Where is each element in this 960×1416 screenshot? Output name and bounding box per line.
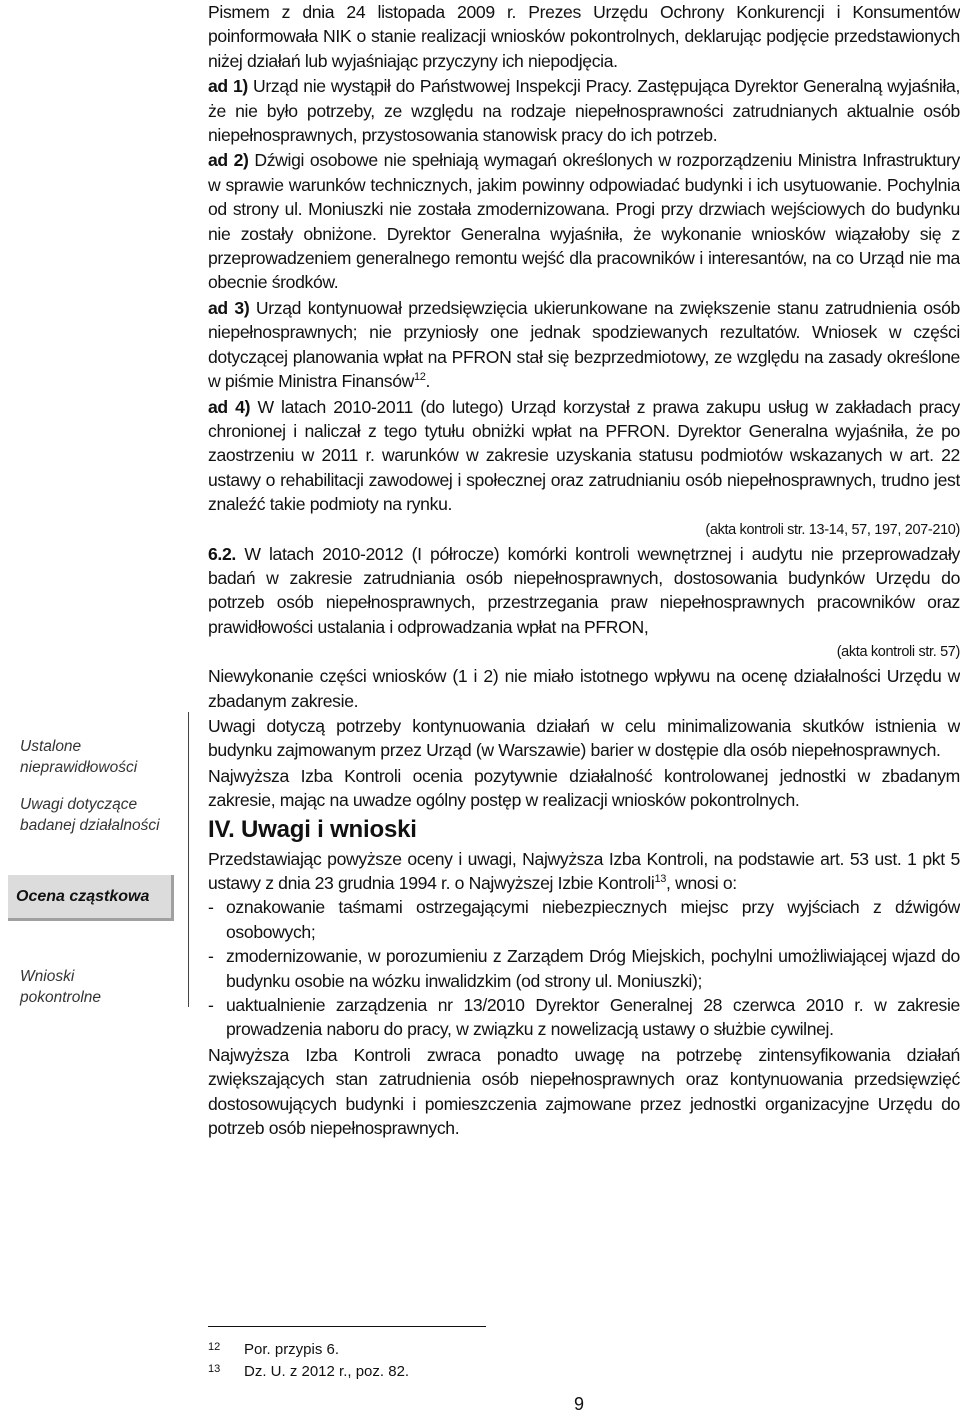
footnote-number: 12	[208, 1341, 221, 1353]
sidebar-item-label: Wnioski	[20, 968, 75, 985]
sidebar-item-label: pokontrolne	[20, 989, 102, 1006]
recommendation-list	[208, 895, 960, 1041]
przedstawiajac-text: Przedstawiając powyższe oceny i uwagi, Najwyższa Izba Kontroli, na podstawie art. 53 ust. 1 pkt 5 ustawy z dnia 23 grudnia 1994 r. o Najwyższej Izbie Kontroli	[208, 848, 960, 893]
paragraph-ad4	[208, 395, 960, 517]
sidebar-item-wnioski	[20, 966, 101, 1008]
ad4-label: ad 4)	[208, 396, 251, 417]
footnote-number: 13	[208, 1363, 221, 1375]
list-item: - oznakowanie taśmami ostrzegającymi niebezpiecznych miejsc przy wyjściach z dźwigów osobowych;	[208, 895, 960, 944]
footnote-text: Por. przypis 6.	[244, 1341, 340, 1358]
source-reference-1: (akta kontroli str. 13-14, 57, 197, 207-210)	[705, 521, 960, 538]
sidebar-divider	[188, 712, 189, 1007]
sidebar-item-uwagi	[20, 794, 160, 836]
paragraph-niewykonanie: Niewykonanie części wniosków (1 i 2) nie miało istotnego wpływu na ocenę działalności Urzędu w zbadanym zakresie.	[208, 666, 960, 711]
section-6-2-text: W latach 2010-2012 (I półrocze) komórki kontroli wewnętrznej i audytu nie przeprowadzały badań w zakresie zatrudniania osób niepełnosprawnych, dostosowania budynków Urzędu do potrzeb osób niepełnosprawnych, przestrzegania praw niepełnosprawnych pracowników oraz prawidłowości ustalania i odprowadzania wpłat na PFRON,	[208, 543, 960, 637]
paragraph-intro: Pismem z dnia 24 listopada 2009 r. Prezes Urzędu Ochrony Konkurencji i Konsumentów poinformowała NIK o stanie realizacji wniosków pokontrolnych, deklarując podjęcie przedstawionych niżej działań lub wyjaśniając przyczyny ich niepodjęcia.	[208, 2, 960, 71]
page-number: 9	[574, 1394, 585, 1414]
paragraph-ocena: Najwyższa Izba Kontroli ocenia pozytywnie działalność kontrolowanej jednostki w zbadanym zakresie, mając na uwadze ogólny postęp w realizacji wniosków pokontrolnych.	[208, 765, 960, 811]
section-heading: IV. Uwagi i wnioski	[208, 815, 417, 843]
paragraph-ad3	[208, 296, 960, 394]
ad1-text: Urząd nie wystąpił do Państwowej Inspekcji Pracy. Zastępująca Dyrektor Generalną wyjaśniła, że nie było potrzeby, ze względu na rodzaje niepełnosprawności zatrudnianych aktualnie osób niepełnosprawnych, przystosowania stanowisk pracy do ich potrzeb.	[208, 76, 960, 146]
ad4-text: W latach 2010-2011 (do lutego) Urząd korzystał z prawa zakupu usług w zakładach pracy chronionej i naliczał z tego tytułu obniżki wpłat na PFRON. Dyrektor Generalna wyjaśniła, że po zaostrzeniu w 2011 r. warunków w zakresie uzyskania statusu podmiotów wskazanych w art. 22 ustawy o rehabilitacji zawodowej i społecznej oraz zatrudnianiu osób niepełnosprawnych, trudno jest znaleźć takie podmioty na rynku.	[208, 396, 960, 515]
footnote-divider	[208, 1326, 486, 1327]
sidebar-item-label: badanej działalności	[20, 817, 160, 834]
paragraph-6-2	[208, 542, 960, 640]
sidebar-item-label: Ocena cząstkowa	[16, 887, 150, 905]
list-item: - zmodernizowanie, w porozumieniu z Zarządem Dróg Miejskich, pochylni umożliwiającej wjazd do budynku osobie na wózku inwalidzkim (od strony ul. Moniuszki);	[208, 944, 960, 993]
ad2-text: Dźwigi osobowe nie spełniają wymagań określonych w rozporządzeniu Ministra Infrastruktury w sprawie warunków technicznych, jakim powinny odpowiadać budynki i ich usytuowanie. Pochylnia od strony ul. Moniuszki nie została zmodernizowana. Progi przy drzwiach wejściowych do budynku nie zostały obniżone. Dyrektor Generalna wyjaśniła, że wykonanie wniosków wiązałoby się z przeprowadzeniem generalnego remontu wejść dla pracowników i interesantów, na co Urząd nie ma obecnie środków.	[208, 150, 960, 293]
sidebar-item-label: nieprawidłowości	[20, 759, 138, 776]
ad3-text: Urząd kontynuował przedsięwzięcia ukierunkowane na zwiększenie stanu zatrudnienia osób niepełnosprawnych; nie przyniosły one jednak spodziewanych rezultatów. Wniosek w części dotyczącej planowania wpłat na PFRON stał się bezprzedmiotowy, ze względu na zasady określone w piśmie Ministra Finansów	[208, 297, 960, 392]
sidebar-item-label: Uwagi dotyczące	[20, 796, 138, 813]
przedstawiajac-end: , wnosi o:	[666, 873, 737, 893]
paragraph-ad1	[208, 74, 960, 147]
footnote-12	[208, 1340, 339, 1360]
sidebar-item-ocena-active	[8, 875, 174, 921]
paragraph-uwagi: Uwagi dotyczą potrzeby kontynuowania działań w celu minimalizowania skutków istnienia w budynku zajmowanym przez Urząd (w Warszawie) barier w dostępie dla osób niepełnosprawnych.	[208, 715, 960, 761]
paragraph-final: Najwyższa Izba Kontroli zwraca ponadto uwagę na potrzebę zintensyfikowania działań zwiększających stan zatrudnienia osób niepełnosprawnych oraz kontynuowania przedsięwzięć dostosowujących budynki i pomieszczenia zajmowane przez jednostki organizacyjne Urzędu do potrzeb osób niepełnosprawnych.	[208, 1044, 960, 1139]
paragraph-przedstawiajac	[208, 847, 960, 896]
footnote-ref-13: 13	[654, 873, 667, 886]
ad3-label: ad 3)	[208, 297, 250, 318]
ad1-label: ad 1)	[208, 76, 248, 97]
section-6-2-label: 6.2.	[208, 543, 236, 564]
footnote-text: Dz. U. z 2012 r., poz. 82.	[244, 1363, 410, 1380]
list-item: - uaktualnienie zarządzenia nr 13/2010 Dyrektor Generalnej 28 czerwca 2010 r. w zakresie prowadzenia naboru do pracy, w związku z nowelizacją ustawy o służbie cywilnej.	[208, 993, 960, 1042]
sidebar-item-label: Ustalone	[20, 738, 82, 755]
ad3-end: .	[425, 371, 431, 392]
footnote-ref-12: 12	[414, 371, 426, 384]
paragraph-ad2	[208, 148, 960, 294]
sidebar	[0, 0, 196, 1416]
sidebar-item-ustalone	[20, 736, 137, 778]
footnote-13	[208, 1362, 409, 1382]
main-content	[208, 0, 960, 1140]
ad2-label: ad 2)	[208, 150, 249, 171]
source-reference-2: (akta kontroli str. 57)	[836, 644, 960, 661]
